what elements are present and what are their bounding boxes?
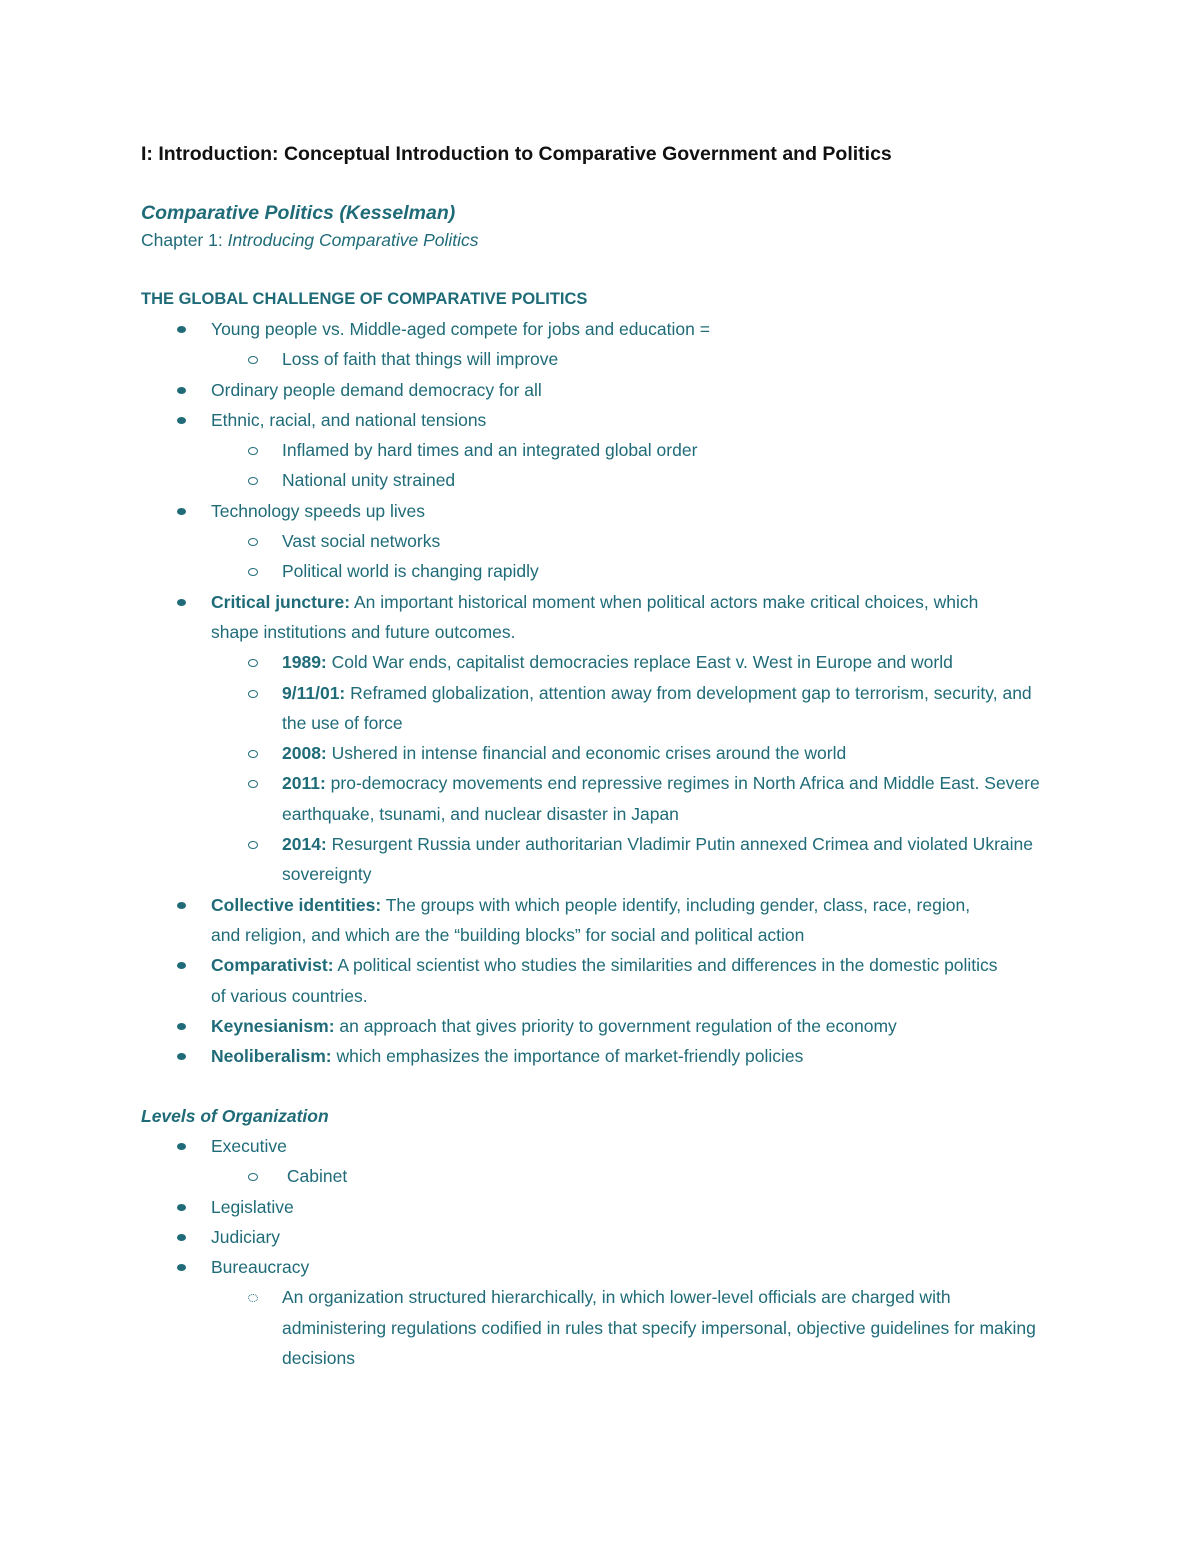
item-text: Resurgent Russia under authoritarian Vladimir Putin annexed Crimea and violated Ukraine sovereignty bbox=[282, 834, 1033, 885]
list-item bbox=[0, 344, 1200, 374]
list-item bbox=[0, 1161, 1200, 1191]
circle-bullet-icon bbox=[248, 750, 258, 758]
term-label: Neoliberalism: bbox=[211, 1046, 332, 1067]
bullet-icon bbox=[177, 417, 186, 424]
circle-bullet-icon bbox=[248, 690, 258, 698]
book-title: Comparative Politics (Kesselman) bbox=[141, 202, 456, 224]
item-text: Cold War ends, capitalist democracies replace East v. West in Europe and world bbox=[326, 652, 953, 673]
circle-bullet-icon bbox=[248, 538, 258, 546]
item-text: Inflamed by hard times and an integrated global order bbox=[282, 440, 698, 461]
item-text: Judiciary bbox=[211, 1226, 281, 1247]
item-text: Technology speeds up lives bbox=[211, 500, 426, 521]
circle-bullet-icon bbox=[248, 659, 258, 667]
term-label: Critical juncture: bbox=[211, 591, 351, 612]
term-label: 9/11/01: bbox=[282, 682, 346, 703]
list-item bbox=[0, 405, 1200, 435]
list-item bbox=[0, 890, 1200, 951]
item-text: Cabinet bbox=[282, 1166, 348, 1187]
bullet-icon bbox=[177, 387, 186, 394]
item-text: Executive bbox=[211, 1136, 287, 1156]
item-text: Ethnic, racial, and national tensions bbox=[211, 409, 487, 430]
list-item bbox=[0, 1041, 1200, 1071]
list-item bbox=[0, 738, 1200, 768]
term-label: 2014: bbox=[282, 834, 327, 855]
list-item bbox=[0, 465, 1200, 495]
bullet-icon bbox=[177, 1204, 186, 1211]
bullet-icon bbox=[177, 599, 186, 606]
list-item bbox=[0, 647, 1200, 677]
item-text: Political world is changing rapidly bbox=[282, 561, 539, 582]
list-item bbox=[0, 768, 1200, 829]
list-item bbox=[0, 1222, 1200, 1252]
item-text: which emphasizes the importance of market-friendly policies bbox=[331, 1046, 804, 1067]
item-text: Bureaucracy bbox=[211, 1257, 310, 1278]
item-text: an approach that gives priority to government regulation of the economy bbox=[334, 1015, 897, 1036]
bullet-icon bbox=[177, 1053, 186, 1060]
bullet-icon bbox=[177, 1264, 186, 1271]
document-title: I: Introduction: Conceptual Introduction to Comparative Government and Politics bbox=[141, 143, 892, 165]
item-text: An important historical moment when political actors make critical choices, which shape institutions and future outcomes. bbox=[211, 591, 979, 642]
list-item bbox=[0, 1252, 1200, 1282]
section-heading-levels-of-organization: Levels of Organization bbox=[141, 1106, 329, 1126]
circle-bullet-icon bbox=[248, 1294, 258, 1302]
item-text: National unity strained bbox=[282, 470, 456, 491]
list-item bbox=[0, 496, 1200, 526]
list-item bbox=[0, 950, 1200, 1011]
list-item bbox=[0, 1282, 1200, 1373]
list-item bbox=[0, 1131, 1200, 1161]
bullet-icon bbox=[177, 902, 186, 909]
circle-bullet-icon bbox=[248, 841, 258, 849]
item-text: Ushered in intense financial and economic crises around the world bbox=[326, 743, 847, 764]
term-label: 2011: bbox=[282, 773, 326, 794]
bullet-icon bbox=[177, 1234, 186, 1241]
circle-bullet-icon bbox=[248, 447, 258, 455]
list-item bbox=[0, 556, 1200, 586]
chapter-title: Introducing Comparative Politics bbox=[227, 230, 479, 250]
bullet-icon bbox=[177, 508, 186, 515]
circle-bullet-icon bbox=[248, 356, 258, 364]
chapter-prefix: Chapter 1: bbox=[141, 230, 228, 250]
item-text: Young people vs. Middle-aged compete for jobs and education = bbox=[211, 319, 710, 339]
term-label: 2008: bbox=[282, 743, 327, 764]
bullet-icon bbox=[177, 326, 186, 333]
item-text: Ordinary people demand democracy for all bbox=[211, 379, 542, 400]
list-item bbox=[0, 375, 1200, 405]
term-label: Comparativist: bbox=[211, 955, 334, 976]
list-item bbox=[0, 314, 1200, 344]
term-label: 1989: bbox=[282, 652, 327, 673]
bullet-icon bbox=[177, 1023, 186, 1030]
item-text: An organization structured hierarchically, in which lower-level officials are charged with administering regulations codified in rules that specify impersonal, objective guidelines for making decisions bbox=[282, 1287, 1036, 1369]
item-text: Vast social networks bbox=[282, 531, 441, 552]
bullet-icon bbox=[177, 962, 186, 969]
item-text: A political scientist who studies the similarities and differences in the domestic politics of various countries. bbox=[211, 955, 998, 1006]
list-item bbox=[0, 1011, 1200, 1041]
item-text: The groups with which people identify, including gender, class, race, region, and religion, and which are the “building blocks” for social and political action bbox=[211, 894, 971, 945]
bullet-icon bbox=[177, 1143, 186, 1150]
circle-bullet-icon bbox=[248, 1173, 258, 1181]
section-list-global-challenge bbox=[0, 314, 1200, 1071]
list-item bbox=[0, 1192, 1200, 1222]
item-text: Loss of faith that things will improve bbox=[282, 349, 559, 370]
term-label: Keynesianism: bbox=[211, 1015, 335, 1036]
item-text: pro-democracy movements end repressive regimes in North Africa and Middle East. Severe earthquake, tsunami, and nuclear disaster in Japan bbox=[282, 773, 1040, 824]
section-heading-global-challenge: THE GLOBAL CHALLENGE OF COMPARATIVE POLITICS bbox=[141, 290, 588, 308]
chapter-line bbox=[141, 230, 479, 251]
item-text: Legislative bbox=[211, 1196, 294, 1217]
section-list-levels-of-organization bbox=[0, 1131, 1200, 1373]
list-item bbox=[0, 587, 1200, 648]
circle-bullet-icon bbox=[248, 477, 258, 485]
list-item bbox=[0, 829, 1200, 890]
list-item bbox=[0, 435, 1200, 465]
list-item bbox=[0, 526, 1200, 556]
circle-bullet-icon bbox=[248, 568, 258, 576]
term-label: Collective identities: bbox=[211, 894, 382, 915]
circle-bullet-icon bbox=[248, 780, 258, 788]
list-item bbox=[0, 678, 1200, 739]
item-text: Reframed globalization, attention away from development gap to terrorism, security, and the use of force bbox=[282, 682, 1032, 733]
